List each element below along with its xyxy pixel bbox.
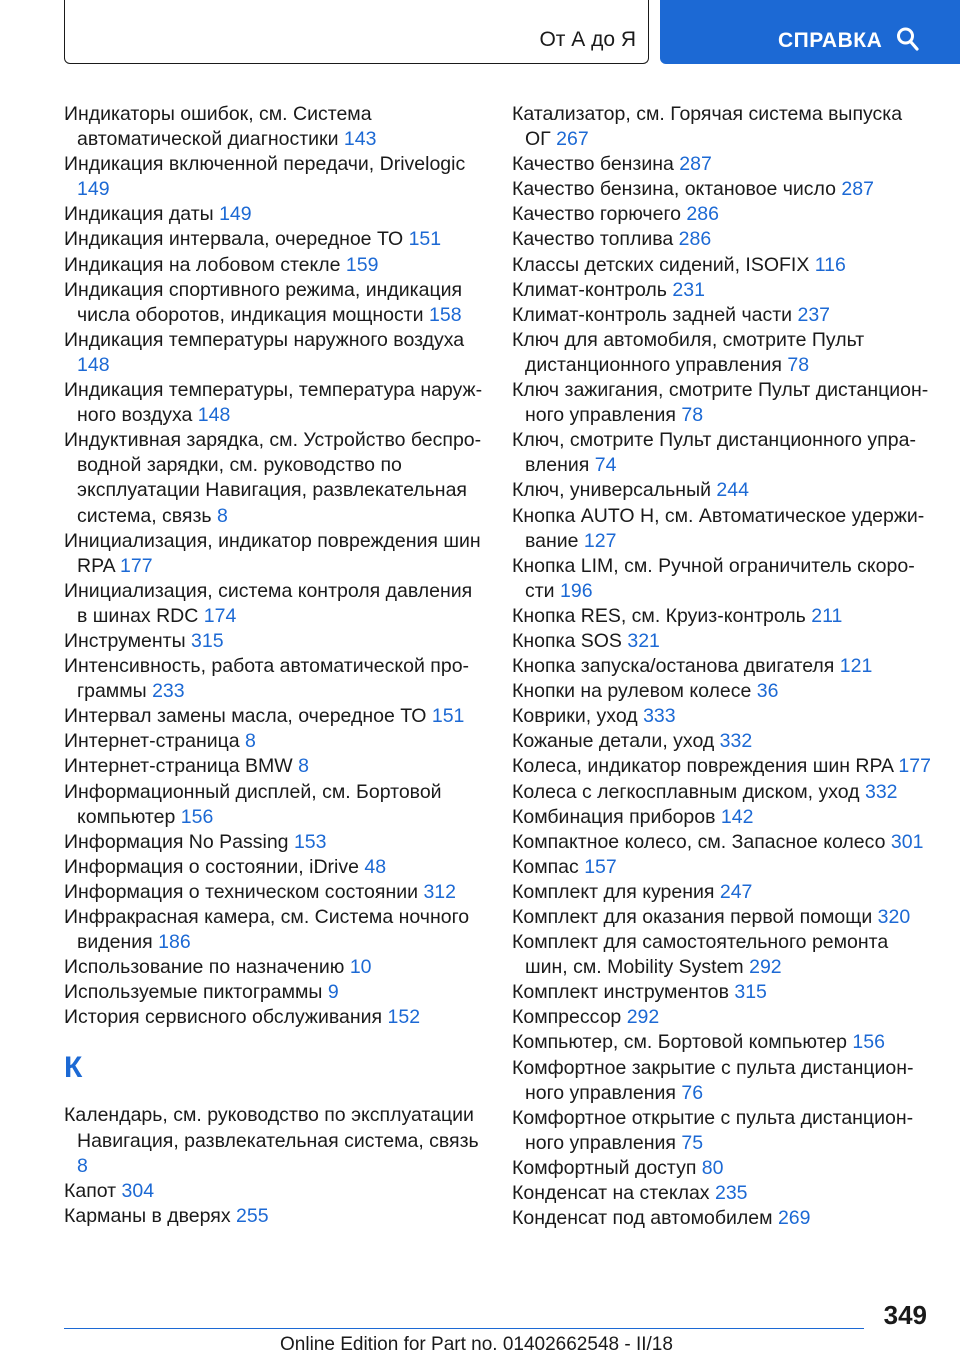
index-entry-text: Ключ, универсальный xyxy=(512,479,711,502)
index-entry-text: Комплект для курения xyxy=(512,880,715,903)
page-link[interactable]: 156 xyxy=(180,805,214,828)
index-entry-text: Кнопка AUTO H, см. Автоматическое удерживание xyxy=(512,504,925,552)
page-link[interactable]: 315 xyxy=(734,981,767,1004)
page-link[interactable]: 78 xyxy=(787,353,810,376)
index-entry xyxy=(512,855,932,880)
index-entry-text: Кнопка LIM, см. Ручной ограничитель скорости xyxy=(512,554,915,602)
index-entry-text: Календарь, см. руководство по эксплуатации Навигация, развлекательная система, связь xyxy=(64,1104,479,1152)
index-entry xyxy=(512,253,932,278)
index-column-left xyxy=(64,102,484,1229)
index-entry-text: Комплект для самостоятельного ремонта шин, см. Mobility System xyxy=(512,931,889,979)
index-entry-text: Комплект инструментов xyxy=(512,981,729,1004)
page-link[interactable]: 267 xyxy=(556,128,589,151)
page-link[interactable]: 196 xyxy=(560,579,593,602)
index-entry-text: Компьютер, см. Бортовой компьютер xyxy=(512,1031,847,1054)
page-link[interactable]: 333 xyxy=(643,705,676,728)
index-entry xyxy=(64,1103,484,1178)
page-link[interactable]: 48 xyxy=(364,855,387,878)
page-link[interactable]: 158 xyxy=(429,303,462,326)
index-entry xyxy=(64,579,484,629)
page-link[interactable]: 304 xyxy=(121,1179,155,1202)
page-link[interactable]: 320 xyxy=(877,906,911,928)
index-entry-text: Карманы в дверях xyxy=(64,1204,231,1227)
page-link[interactable]: 312 xyxy=(423,880,456,903)
page-link[interactable]: 292 xyxy=(749,956,782,979)
index-entry-text: Колеса, индикатор повреждения шин RPA xyxy=(512,755,893,778)
index-entry xyxy=(512,930,932,980)
index-entry-text: Кожаные детали, уход xyxy=(512,730,715,753)
index-entry xyxy=(64,704,484,729)
index-entry xyxy=(64,1204,484,1229)
page-link[interactable]: 286 xyxy=(686,203,719,226)
index-entry xyxy=(512,202,932,227)
page-link[interactable]: 233 xyxy=(152,680,185,703)
index-entry-text: Катализатор, см. Горячая система выпуска ОГ xyxy=(512,103,903,151)
page-link[interactable]: 76 xyxy=(681,1081,704,1104)
page-link[interactable]: 149 xyxy=(77,178,110,201)
footer-edition: Online Edition for Part no. 01402662548 - II/18 xyxy=(280,1334,673,1355)
page-link[interactable]: 186 xyxy=(158,931,191,954)
index-entry xyxy=(64,855,484,880)
index-entry xyxy=(512,152,932,177)
index-entry xyxy=(512,629,932,654)
index-entry-text: Информация о техническом состоянии xyxy=(64,880,419,903)
index-entry xyxy=(512,830,932,855)
index-entry-text: Кнопка RES, см. Круиз-контроль xyxy=(512,604,806,627)
reference-label: СПРАВКА xyxy=(778,29,883,52)
index-entry xyxy=(512,754,932,779)
page-link[interactable]: 231 xyxy=(672,278,705,301)
index-entry-text: Компас xyxy=(512,855,579,878)
index-entry xyxy=(512,1206,932,1231)
index-entry xyxy=(64,729,484,754)
index-entry xyxy=(512,905,932,930)
index-entry xyxy=(512,679,932,704)
page-link[interactable]: 247 xyxy=(719,880,753,903)
page-link[interactable]: 321 xyxy=(627,629,660,652)
index-entry-text: Кнопка запуска/останова двигателя xyxy=(512,655,835,678)
index-entry xyxy=(64,880,484,905)
index-entry xyxy=(64,227,484,252)
page-link[interactable]: 177 xyxy=(898,755,931,778)
page-link[interactable]: 157 xyxy=(584,855,617,878)
page-link[interactable]: 142 xyxy=(720,805,754,828)
index-entry-text: Интернет-страница xyxy=(64,730,240,753)
index-entry xyxy=(512,554,932,604)
index-entry-text: Инициализация, индикатор повреждения шин RPA xyxy=(64,529,481,577)
index-entry xyxy=(64,328,484,378)
index-entry-text: Индуктивная зарядка, см. Устройство беспроводной зарядки, см. руководство по эксплуатации Навигация, развлекательная система, связь xyxy=(64,429,482,527)
page-link[interactable]: 269 xyxy=(777,1207,811,1230)
index-entry xyxy=(512,729,932,754)
index-entry-text: Ключ зажигания, смотрите Пульт дистанционного управления xyxy=(512,379,929,427)
index-entry xyxy=(512,880,932,905)
index-entry xyxy=(512,1156,932,1181)
index-entry xyxy=(64,378,484,428)
page-link[interactable]: 8 xyxy=(298,755,309,778)
index-entry-text: Ключ, смотрите Пульт дистанционного управления xyxy=(512,429,916,477)
page-link[interactable]: 255 xyxy=(236,1204,269,1227)
page-link[interactable]: 315 xyxy=(191,629,224,652)
index-entry xyxy=(64,253,484,278)
index-entry xyxy=(512,1106,932,1156)
index-entry-text: Индикация даты xyxy=(64,203,214,226)
index-entry-text: Колеса с легкосплавным диском, уход xyxy=(512,780,860,803)
page-link[interactable]: 151 xyxy=(408,228,442,251)
index-entry-text: Качество горючего xyxy=(512,203,681,226)
index-entry xyxy=(64,905,484,955)
index-entry-text: Интернет-страница BMW xyxy=(64,755,293,778)
index-entry xyxy=(64,1005,484,1030)
page-link[interactable]: 287 xyxy=(679,153,712,176)
page-link[interactable]: 332 xyxy=(864,780,898,803)
page-link[interactable]: 292 xyxy=(626,1006,660,1029)
page-link[interactable]: 10 xyxy=(349,956,372,979)
index-entry-text: Индикация интервала, очередное ТО xyxy=(64,228,404,251)
index-entry-text: Качество топлива xyxy=(512,228,674,251)
page-link[interactable]: 235 xyxy=(714,1182,748,1205)
search-icon[interactable] xyxy=(896,26,920,52)
page-link[interactable]: 9 xyxy=(327,981,339,1004)
index-entry-text: Комфортное закрытие с пульта дистанционного управления xyxy=(512,1056,914,1104)
index-entry-text: Индикация спортивного режима, индикация числа оборотов, индикация мощности xyxy=(64,278,463,326)
index-entry xyxy=(64,1179,484,1204)
header-chapter-tab xyxy=(64,0,649,64)
index-list-i xyxy=(64,102,484,1030)
index-entry xyxy=(512,504,932,554)
index-entry-text: Интервал замены масла, очередное ТО xyxy=(64,705,427,728)
page-link[interactable]: 74 xyxy=(594,454,617,477)
index-entry-text: Конденсат под автомобилем xyxy=(512,1207,773,1230)
page-link[interactable]: 286 xyxy=(678,228,712,251)
index-entry-text: Инструменты xyxy=(64,629,186,652)
index-entry-text: Качество бензина, октановое число xyxy=(512,178,836,201)
page-link[interactable]: 36 xyxy=(756,680,779,703)
index-entry-text: Интенсивность, работа автоматической программы xyxy=(64,655,470,703)
page-link[interactable]: 8 xyxy=(245,730,256,753)
page-link[interactable]: 301 xyxy=(890,830,924,853)
page-link[interactable]: 177 xyxy=(120,554,153,577)
index-entry-text: Кнопки на рулевом колесе xyxy=(512,680,752,703)
page-link[interactable]: 153 xyxy=(293,830,327,853)
index-entry xyxy=(512,1056,932,1106)
page-link[interactable]: 148 xyxy=(77,353,110,376)
index-entry xyxy=(512,328,932,378)
index-entry xyxy=(64,102,484,152)
index-column-right xyxy=(512,102,932,1231)
page-link[interactable]: 149 xyxy=(219,203,252,226)
footer-divider xyxy=(64,1328,864,1329)
index-entry xyxy=(512,1005,932,1030)
index-entry xyxy=(512,227,932,252)
index-entry xyxy=(512,805,932,830)
page-link[interactable]: 148 xyxy=(197,404,231,427)
index-entry xyxy=(64,278,484,328)
index-list-k xyxy=(64,1103,484,1228)
index-entry xyxy=(64,754,484,779)
index-entry xyxy=(64,654,484,704)
index-entry xyxy=(512,654,932,679)
page-link[interactable]: 8 xyxy=(77,1154,88,1177)
page-link[interactable]: 237 xyxy=(797,303,831,326)
page-link[interactable]: 75 xyxy=(681,1131,704,1154)
index-entry-text: Индикация температуры, температура наружного воздуха xyxy=(64,379,483,427)
index-entry-text: Индикаторы ошибок, см. Система автоматической диагностики xyxy=(64,103,372,151)
index-entry-text: Ключ для автомобиля, смотрите Пульт дистанционного управления xyxy=(512,328,865,376)
index-entry-text: Комфортное открытие с пульта дистанционного управления xyxy=(512,1106,914,1154)
index-entry-text: Информация о состоянии, iDrive xyxy=(64,855,359,878)
index-entry xyxy=(512,378,932,428)
index-entry-text: Использование по назначению xyxy=(64,956,345,979)
index-entry-text: Индикация включенной передачи, Drivelogic xyxy=(64,153,466,176)
page-link[interactable]: 8 xyxy=(217,504,228,527)
index-entry xyxy=(512,1030,932,1055)
index-entry-text: Коврики, уход xyxy=(512,705,638,728)
page-link[interactable]: 151 xyxy=(431,705,465,728)
page-link[interactable]: 287 xyxy=(841,178,874,201)
index-entry-text: Климат-контроль xyxy=(512,278,667,301)
index-entry-text: Комплект для оказания первой помощи xyxy=(512,906,873,928)
index-entry-text: Классы детских сидений, ISOFIX xyxy=(512,253,810,276)
index-entry xyxy=(64,529,484,579)
index-entry xyxy=(64,428,484,528)
index-entry xyxy=(64,780,484,830)
index-entry xyxy=(64,830,484,855)
index-entry-text: Конденсат на стеклах xyxy=(512,1182,710,1205)
page-number: 349 xyxy=(883,1300,927,1330)
index-entry-text: Климат-контроль задней части xyxy=(512,303,793,326)
index-entry xyxy=(512,177,932,202)
index-entry-text: Инициализация, система контроля давления в шинах RDC xyxy=(64,579,473,627)
index-entry-text: Комфортный доступ xyxy=(512,1156,697,1179)
page-link[interactable]: 211 xyxy=(811,604,843,627)
section-letter: К xyxy=(64,1051,83,1085)
index-entry xyxy=(64,955,484,980)
index-entry-text: Информация No Passing xyxy=(64,830,289,853)
index-entry-text: Кнопка SOS xyxy=(512,629,622,652)
index-entry-text: Компактное колесо, см. Запасное колесо xyxy=(512,830,886,853)
index-entry-text: Используемые пиктограммы xyxy=(64,981,323,1004)
page-link[interactable]: 332 xyxy=(719,730,753,753)
index-entry xyxy=(64,980,484,1005)
page-link[interactable]: 152 xyxy=(387,1006,421,1029)
index-entry-text: Компрессор xyxy=(512,1006,622,1029)
index-entry xyxy=(512,278,932,303)
index-entry xyxy=(512,303,932,328)
index-entry-text: Комбинация приборов xyxy=(512,805,716,828)
index-entry-text: Индикация температуры наружного воздуха xyxy=(64,328,465,351)
index-entry-text: История сервисного обслуживания xyxy=(64,1006,383,1029)
page-link[interactable]: 156 xyxy=(852,1031,885,1054)
index-entry-text: Капот xyxy=(64,1179,117,1202)
index-entry xyxy=(512,478,932,503)
index-entry-text: Качество бензина xyxy=(512,153,674,176)
index-entry xyxy=(64,629,484,654)
page-link[interactable]: 127 xyxy=(583,529,617,552)
page-link[interactable]: 159 xyxy=(345,253,379,276)
index-entry xyxy=(512,704,932,729)
index-entry xyxy=(512,980,932,1005)
index-entry xyxy=(512,102,932,152)
index-list-k-continued xyxy=(512,102,932,1231)
index-entry-text: Индикация на лобовом стекле xyxy=(64,253,341,276)
index-entry xyxy=(64,152,484,202)
page-link[interactable]: 116 xyxy=(814,253,846,276)
index-entry xyxy=(512,1181,932,1206)
index-entry xyxy=(512,428,932,478)
index-entry-text: Информационный дисплей, см. Бортовой компьютер xyxy=(64,780,442,828)
page-link[interactable]: 80 xyxy=(701,1156,724,1179)
index-entry xyxy=(512,780,932,805)
page-link[interactable]: 143 xyxy=(343,128,377,151)
page-link[interactable]: 174 xyxy=(203,604,237,627)
page-link[interactable]: 121 xyxy=(839,655,873,678)
header-title: От А до Я xyxy=(539,28,636,51)
index-entry-text: Инфракрасная камера, см. Система ночного видения xyxy=(64,906,470,954)
page-link[interactable]: 78 xyxy=(681,404,704,427)
page-link[interactable]: 244 xyxy=(716,479,749,502)
index-entry xyxy=(64,202,484,227)
index-entry xyxy=(512,604,932,629)
